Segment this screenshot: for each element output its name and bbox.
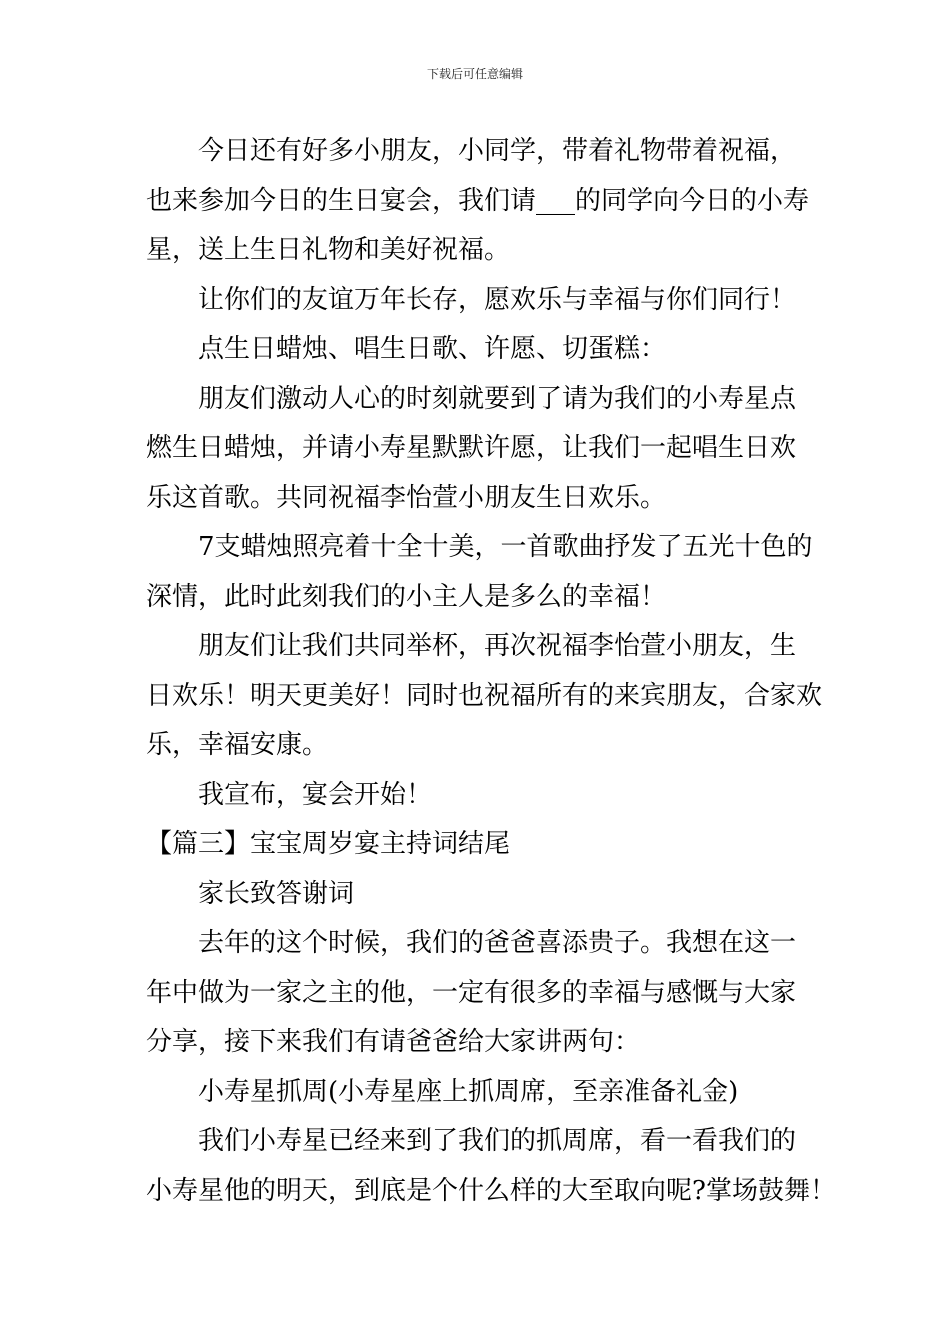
text-line: 年中做为一家之主的他，一定有很多的幸福与感慨与大家	[146, 977, 797, 1008]
text-line: 乐，幸福安康。	[146, 730, 329, 760]
paragraph	[146, 1068, 810, 1118]
paragraph	[146, 325, 810, 375]
paragraph	[146, 622, 823, 771]
text-line: 燃生日蜡烛，并请小寿星默默许愿，让我们一起唱生日欢	[146, 433, 797, 463]
text-line: 日欢乐！明天更美好！同时也祝福所有的来宾朋友，合家欢	[146, 680, 823, 711]
text-line: 我们小寿星已经来到了我们的抓周席，看一看我们的	[198, 1126, 797, 1156]
paragraph	[146, 1117, 836, 1216]
section-heading-text: 【篇三】宝宝周岁宴主持词结尾	[146, 829, 511, 859]
text-line: 乐这首歌。共同祝福李怡萱小朋友生日欢乐。	[146, 482, 667, 513]
text-line: 去年的这个时候，我们的爸爸喜添贵子。我想在这一	[198, 928, 797, 958]
paragraph	[146, 127, 810, 276]
text-line: 星，送上生日礼物和美好祝福。	[146, 235, 511, 265]
text-line: 朋友们激动人心的时刻就要到了请为我们的小寿星点	[198, 383, 797, 414]
text-line: 7支蜡烛照亮着十全十美，一首歌曲抒发了五光十色的	[198, 532, 813, 562]
text-line: 家长致答谢词	[198, 878, 355, 909]
text-line: 今日还有好多小朋友，小同学，带着礼物带着祝福，	[198, 136, 797, 166]
paragraph	[146, 523, 813, 622]
document-body	[146, 127, 836, 1216]
text-line: 点生日蜡烛、唱生日歌、许愿、切蛋糕：	[198, 334, 667, 364]
section-heading	[146, 820, 810, 870]
paragraph	[146, 276, 810, 326]
text-line: 让你们的友谊万年长存，愿欢乐与幸福与你们同行！	[198, 284, 797, 315]
text-line: 小寿星抓周(小寿星座上抓周席，至亲准备礼金)	[198, 1076, 739, 1107]
text-line: 小寿星他的明天，到底是个什么样的大至取向呢?掌场鼓舞！	[146, 1175, 836, 1206]
text-line: 我宣布，宴会开始！	[198, 779, 433, 810]
page-header-note: 下载后可任意编辑	[426, 67, 523, 81]
text-line: 也来参加今日的生日宴会，我们请___的同学向今日的小寿	[146, 185, 810, 216]
paragraph	[146, 771, 810, 821]
text-line: 深情，此时此刻我们的小主人是多么的幸福！	[146, 581, 667, 612]
text-line: 朋友们让我们共同举杯，再次祝福李怡萱小朋友，生	[198, 631, 797, 661]
text-line: 分享，接下来我们有请爸爸给大家讲两句：	[146, 1027, 641, 1057]
paragraph	[146, 919, 810, 1068]
paragraph	[146, 870, 810, 920]
paragraph	[146, 375, 810, 524]
